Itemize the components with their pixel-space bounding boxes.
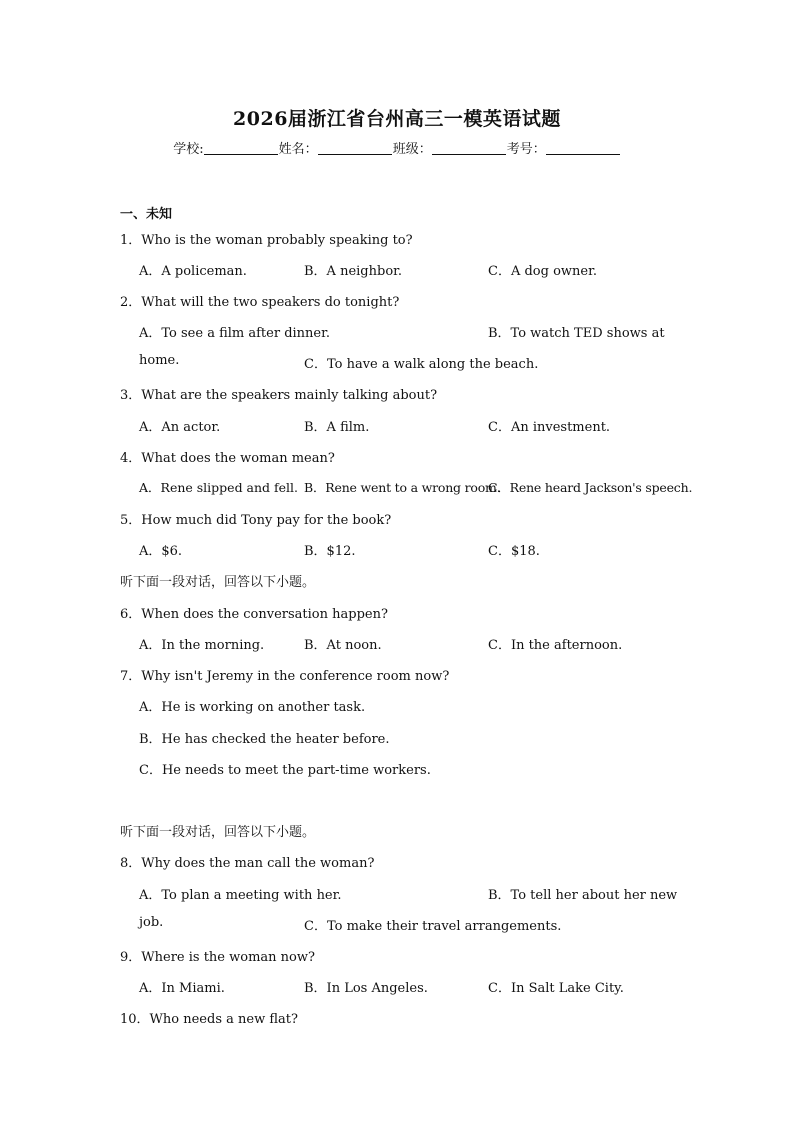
q4-option-b: B．Rene went to a wrong room.: [304, 480, 501, 495]
question-4: 4．What does the woman mean?: [120, 451, 335, 466]
question-1: 1．Who is the woman probably speaking to?: [120, 233, 413, 248]
q9-option-c: C．In Salt Lake City.: [488, 981, 624, 996]
q9-option-b: B．In Los Angeles.: [304, 981, 428, 996]
q1-option-b: B．A neighbor.: [304, 264, 403, 279]
q5-option-c: C．$18.: [488, 544, 540, 559]
q1-option-a: A．A policeman.: [139, 264, 247, 279]
q9-option-a: A．In Miami.: [139, 981, 225, 996]
q2-option-b: B．To watch TED shows at: [488, 326, 665, 341]
q8-option-a: A．To plan a meeting with her.: [139, 888, 342, 903]
q3-option-c: C．An investment.: [488, 420, 611, 435]
question-2: 2．What will the two speakers do tonight?: [120, 295, 400, 310]
listen-instruction: 听下面一段对话，回答以下小题。: [120, 575, 316, 590]
question-7: 7．Why isn't Jeremy in the conference room now?: [120, 669, 450, 684]
listen-instruction: 听下面一段对话，回答以下小题。: [120, 825, 316, 840]
q5-option-b: B．$12.: [304, 544, 356, 559]
question-9: 9．Where is the woman now?: [120, 950, 315, 965]
q8-option-c: C．To make their travel arrangements.: [304, 919, 562, 934]
school-blank[interactable]: [204, 142, 278, 155]
class-blank[interactable]: [432, 142, 506, 155]
q6-option-b: B．At noon.: [304, 638, 382, 653]
question-3: 3．What are the speakers mainly talking about?: [120, 388, 438, 403]
number-blank[interactable]: [546, 142, 620, 155]
page-title: 2026届浙江省台州高三一模英语试题: [233, 108, 561, 130]
q4-option-c: C．Rene heard Jackson's speech.: [488, 480, 693, 495]
class-label: 班级：: [392, 142, 432, 157]
section-heading: 一、未知: [120, 207, 173, 222]
question-8: 8．Why does the man call the woman?: [120, 856, 375, 871]
q2-option-c: C．To have a walk along the beach.: [304, 357, 539, 372]
q7-option-c: C．He needs to meet the part-time workers.: [139, 763, 431, 778]
q4-option-a: A．Rene slipped and fell.: [139, 480, 299, 495]
question-10: 10．Who needs a new flat?: [120, 1012, 298, 1027]
q7-option-b: B．He has checked the heater before.: [139, 732, 390, 747]
q8-option-b: B．To tell her about her new: [488, 888, 678, 903]
q6-option-c: C．In the afternoon.: [488, 638, 623, 653]
name-label: 姓名：: [278, 142, 318, 157]
q8-option-b-continued: job.: [139, 915, 164, 930]
q3-option-a: A．An actor.: [139, 420, 221, 435]
q5-option-a: A．$6.: [139, 544, 183, 559]
student-info-line: [0, 138, 794, 157]
q1-option-c: C．A dog owner.: [488, 264, 598, 279]
q7-option-a: A．He is working on another task.: [139, 700, 366, 715]
school-label: 学校:: [173, 142, 204, 157]
name-blank[interactable]: [318, 142, 392, 155]
question-5: 5．How much did Tony pay for the book?: [120, 513, 392, 528]
q3-option-b: B．A film.: [304, 420, 370, 435]
q2-option-a: A．To see a film after dinner.: [139, 326, 331, 341]
number-label: 考号：: [506, 142, 546, 157]
q2-option-b-continued: home.: [139, 353, 180, 368]
q6-option-a: A．In the morning.: [139, 638, 265, 653]
question-6: 6．When does the conversation happen?: [120, 607, 388, 622]
